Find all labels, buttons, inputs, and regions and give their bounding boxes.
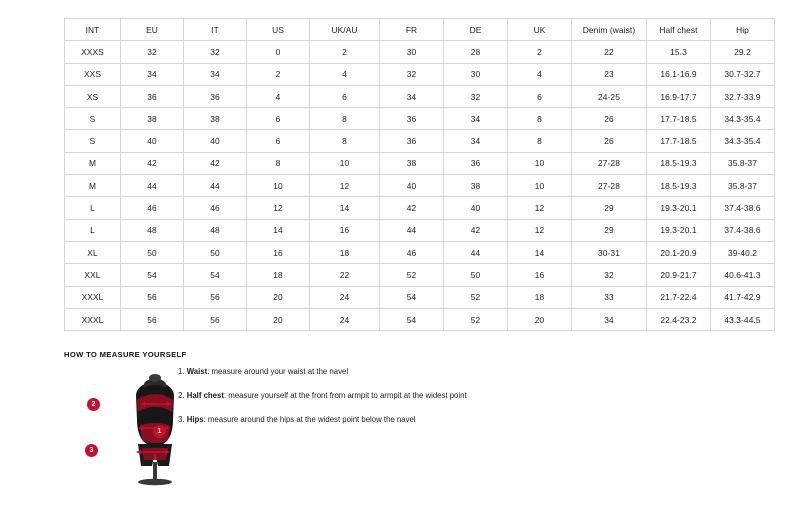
table-cell: 8 xyxy=(247,152,310,174)
table-cell: 32 xyxy=(572,264,647,286)
table-row xyxy=(65,264,775,286)
size-label-cell: XXL xyxy=(65,264,121,286)
step-term: Waist xyxy=(186,367,208,376)
table-cell: 10 xyxy=(247,175,310,197)
size-label-cell: XL xyxy=(65,241,121,263)
step-text: : measure around your waist at the navel xyxy=(207,367,349,376)
column-header: DE xyxy=(444,19,508,41)
table-cell: 40 xyxy=(444,197,508,219)
table-cell: 0 xyxy=(247,41,310,63)
table-cell: 42 xyxy=(444,219,508,241)
table-cell: 10 xyxy=(508,152,572,174)
table-cell: 56 xyxy=(121,308,184,330)
table-cell: 36 xyxy=(184,85,247,107)
table-cell: 34.3-35.4 xyxy=(711,108,775,130)
table-cell: 16 xyxy=(247,241,310,263)
table-cell: 23 xyxy=(572,63,647,85)
table-cell: 32 xyxy=(380,63,444,85)
column-header: EU xyxy=(121,19,184,41)
table-cell: 56 xyxy=(184,308,247,330)
table-cell: 26 xyxy=(572,130,647,152)
table-cell: 56 xyxy=(121,286,184,308)
table-cell: 2 xyxy=(508,41,572,63)
table-cell: 22 xyxy=(310,264,380,286)
table-cell: 12 xyxy=(508,197,572,219)
measure-steps xyxy=(178,366,598,438)
table-cell: 33 xyxy=(572,286,647,308)
table-cell: 16.1-16.9 xyxy=(647,63,711,85)
badge-hips: 3 xyxy=(85,444,98,457)
table-cell: 34 xyxy=(380,85,444,107)
table-cell: 40 xyxy=(184,130,247,152)
size-label-cell: XXXL xyxy=(65,286,121,308)
table-cell: 29.2 xyxy=(711,41,775,63)
table-cell: 21.7-22.4 xyxy=(647,286,711,308)
table-header-row xyxy=(65,19,775,41)
table-row xyxy=(65,197,775,219)
table-cell: 16 xyxy=(310,219,380,241)
size-label-cell: XS xyxy=(65,85,121,107)
size-label-cell: M xyxy=(65,152,121,174)
table-cell: 4 xyxy=(310,63,380,85)
step-term: Half chest xyxy=(186,391,224,400)
table-cell: 27-28 xyxy=(572,175,647,197)
table-cell: 8 xyxy=(508,108,572,130)
table-cell: 30 xyxy=(444,63,508,85)
table-cell: 34.3-35.4 xyxy=(711,130,775,152)
table-cell: 14 xyxy=(310,197,380,219)
column-header: UK/AU xyxy=(310,19,380,41)
table-cell: 30 xyxy=(380,41,444,63)
table-cell: 56 xyxy=(184,286,247,308)
table-cell: 18 xyxy=(247,264,310,286)
table-cell: 6 xyxy=(310,85,380,107)
size-label-cell: S xyxy=(65,130,121,152)
table-cell: 24 xyxy=(310,286,380,308)
table-cell: 8 xyxy=(310,108,380,130)
table-cell: 44 xyxy=(380,219,444,241)
how-to-measure-title: HOW TO MEASURE YOURSELF xyxy=(64,350,187,359)
table-cell: 42 xyxy=(380,197,444,219)
table-cell: 14 xyxy=(247,219,310,241)
table-cell: 10 xyxy=(310,152,380,174)
table-row xyxy=(65,219,775,241)
table-cell: 50 xyxy=(184,241,247,263)
table-cell: 46 xyxy=(380,241,444,263)
table-cell: 20.9-21.7 xyxy=(647,264,711,286)
table-cell: 20 xyxy=(247,308,310,330)
table-row xyxy=(65,175,775,197)
table-cell: 39-40.2 xyxy=(711,241,775,263)
table-cell: 54 xyxy=(184,264,247,286)
table-cell: 29 xyxy=(572,219,647,241)
size-label-cell: XXXS xyxy=(65,41,121,63)
table-cell: 36 xyxy=(380,108,444,130)
table-cell: 30-31 xyxy=(572,241,647,263)
table-body xyxy=(65,41,775,331)
table-cell: 20 xyxy=(247,286,310,308)
table-cell: 48 xyxy=(121,219,184,241)
size-label-cell: S xyxy=(65,108,121,130)
table-cell: 12 xyxy=(508,219,572,241)
table-row xyxy=(65,241,775,263)
table-cell: 6 xyxy=(247,108,310,130)
table-cell: 40.6-41.3 xyxy=(711,264,775,286)
table-cell: 50 xyxy=(121,241,184,263)
table-cell: 22 xyxy=(572,41,647,63)
table-cell: 46 xyxy=(121,197,184,219)
column-header: Half chest xyxy=(647,19,711,41)
measure-step xyxy=(178,366,598,377)
table-cell: 40 xyxy=(121,130,184,152)
table-cell: 34 xyxy=(444,130,508,152)
table-cell: 10 xyxy=(508,175,572,197)
table-cell: 52 xyxy=(380,264,444,286)
table-cell: 36 xyxy=(444,152,508,174)
table-cell: 18 xyxy=(508,286,572,308)
table-cell: 38 xyxy=(380,152,444,174)
column-header: Denim (waist) xyxy=(572,19,647,41)
table-cell: 8 xyxy=(508,130,572,152)
size-label-cell: L xyxy=(65,219,121,241)
table-row xyxy=(65,130,775,152)
table-cell: 46 xyxy=(184,197,247,219)
column-header: INT xyxy=(65,19,121,41)
table-cell: 4 xyxy=(247,85,310,107)
measure-step xyxy=(178,414,598,425)
table-cell: 34 xyxy=(184,63,247,85)
table-cell: 44 xyxy=(184,175,247,197)
table-cell: 41.7-42.9 xyxy=(711,286,775,308)
table-cell: 34 xyxy=(444,108,508,130)
table-cell: 38 xyxy=(121,108,184,130)
table-cell: 15.3 xyxy=(647,41,711,63)
size-label-cell: XXXL xyxy=(65,308,121,330)
column-header: Hip xyxy=(711,19,775,41)
table-cell: 36 xyxy=(121,85,184,107)
badge-waist: 1 xyxy=(153,425,166,438)
table-cell: 16.9-17.7 xyxy=(647,85,711,107)
table-cell: 28 xyxy=(444,41,508,63)
size-chart xyxy=(64,18,761,331)
table-cell: 2 xyxy=(310,41,380,63)
table-row xyxy=(65,85,775,107)
size-label-cell: XXS xyxy=(65,63,121,85)
table-cell: 14 xyxy=(508,241,572,263)
table-cell: 38 xyxy=(444,175,508,197)
table-cell: 40 xyxy=(380,175,444,197)
table-cell: 50 xyxy=(444,264,508,286)
step-number: 2. xyxy=(178,391,185,400)
table-row xyxy=(65,286,775,308)
step-number: 3. xyxy=(178,415,185,424)
table-cell: 34 xyxy=(572,308,647,330)
table-cell: 32 xyxy=(184,41,247,63)
table-cell: 54 xyxy=(380,286,444,308)
table-cell: 24 xyxy=(310,308,380,330)
table-cell: 18.5-19.3 xyxy=(647,152,711,174)
table-cell: 54 xyxy=(121,264,184,286)
table-cell: 32.7-33.9 xyxy=(711,85,775,107)
table-cell: 43.3-44.5 xyxy=(711,308,775,330)
table-cell: 38 xyxy=(184,108,247,130)
table-cell: 44 xyxy=(121,175,184,197)
table-cell: 35.8-37 xyxy=(711,175,775,197)
table-cell: 48 xyxy=(184,219,247,241)
table-header xyxy=(65,19,775,41)
table-row xyxy=(65,152,775,174)
table-row xyxy=(65,63,775,85)
table-cell: 32 xyxy=(121,41,184,63)
measure-step xyxy=(178,390,598,401)
table-cell: 54 xyxy=(380,308,444,330)
table-cell: 19.3-20.1 xyxy=(647,197,711,219)
table-cell: 12 xyxy=(310,175,380,197)
column-header: UK xyxy=(508,19,572,41)
table-cell: 36 xyxy=(380,130,444,152)
table-cell: 52 xyxy=(444,308,508,330)
table-cell: 18.5-19.3 xyxy=(647,175,711,197)
step-text: : measure yourself at the front from armpit to armpit at the widest point xyxy=(223,391,467,400)
table-cell: 44 xyxy=(444,241,508,263)
table-cell: 17.7-18.5 xyxy=(647,130,711,152)
table-cell: 29 xyxy=(572,197,647,219)
table-cell: 17.7-18.5 xyxy=(647,108,711,130)
table-cell: 8 xyxy=(310,130,380,152)
table-row xyxy=(65,308,775,330)
table-cell: 37.4-38.6 xyxy=(711,197,775,219)
column-header: FR xyxy=(380,19,444,41)
table-cell: 42 xyxy=(121,152,184,174)
table-cell: 26 xyxy=(572,108,647,130)
table-cell: 34 xyxy=(121,63,184,85)
table-cell: 30.7-32.7 xyxy=(711,63,775,85)
table-cell: 20 xyxy=(508,308,572,330)
size-table xyxy=(64,18,775,331)
table-cell: 2 xyxy=(247,63,310,85)
table-cell: 19.3-20.1 xyxy=(647,219,711,241)
table-cell: 42 xyxy=(184,152,247,174)
step-number: 1. xyxy=(178,367,185,376)
table-cell: 20.1-20.9 xyxy=(647,241,711,263)
column-header: IT xyxy=(184,19,247,41)
size-label-cell: M xyxy=(65,175,121,197)
table-cell: 18 xyxy=(310,241,380,263)
size-label-cell: L xyxy=(65,197,121,219)
table-cell: 6 xyxy=(247,130,310,152)
column-header: US xyxy=(247,19,310,41)
step-term: Hips xyxy=(186,415,204,424)
badge-half-chest: 2 xyxy=(87,398,100,411)
table-cell: 12 xyxy=(247,197,310,219)
table-cell: 52 xyxy=(444,286,508,308)
table-cell: 27-28 xyxy=(572,152,647,174)
table-cell: 35.8-37 xyxy=(711,152,775,174)
table-cell: 22.4-23.2 xyxy=(647,308,711,330)
table-row xyxy=(65,41,775,63)
table-cell: 6 xyxy=(508,85,572,107)
table-cell: 32 xyxy=(444,85,508,107)
table-cell: 37.4-38.6 xyxy=(711,219,775,241)
step-text: : measure around the hips at the widest point below the navel xyxy=(203,415,416,424)
table-cell: 16 xyxy=(508,264,572,286)
table-row xyxy=(65,108,775,130)
table-cell: 24-25 xyxy=(572,85,647,107)
table-cell: 4 xyxy=(508,63,572,85)
